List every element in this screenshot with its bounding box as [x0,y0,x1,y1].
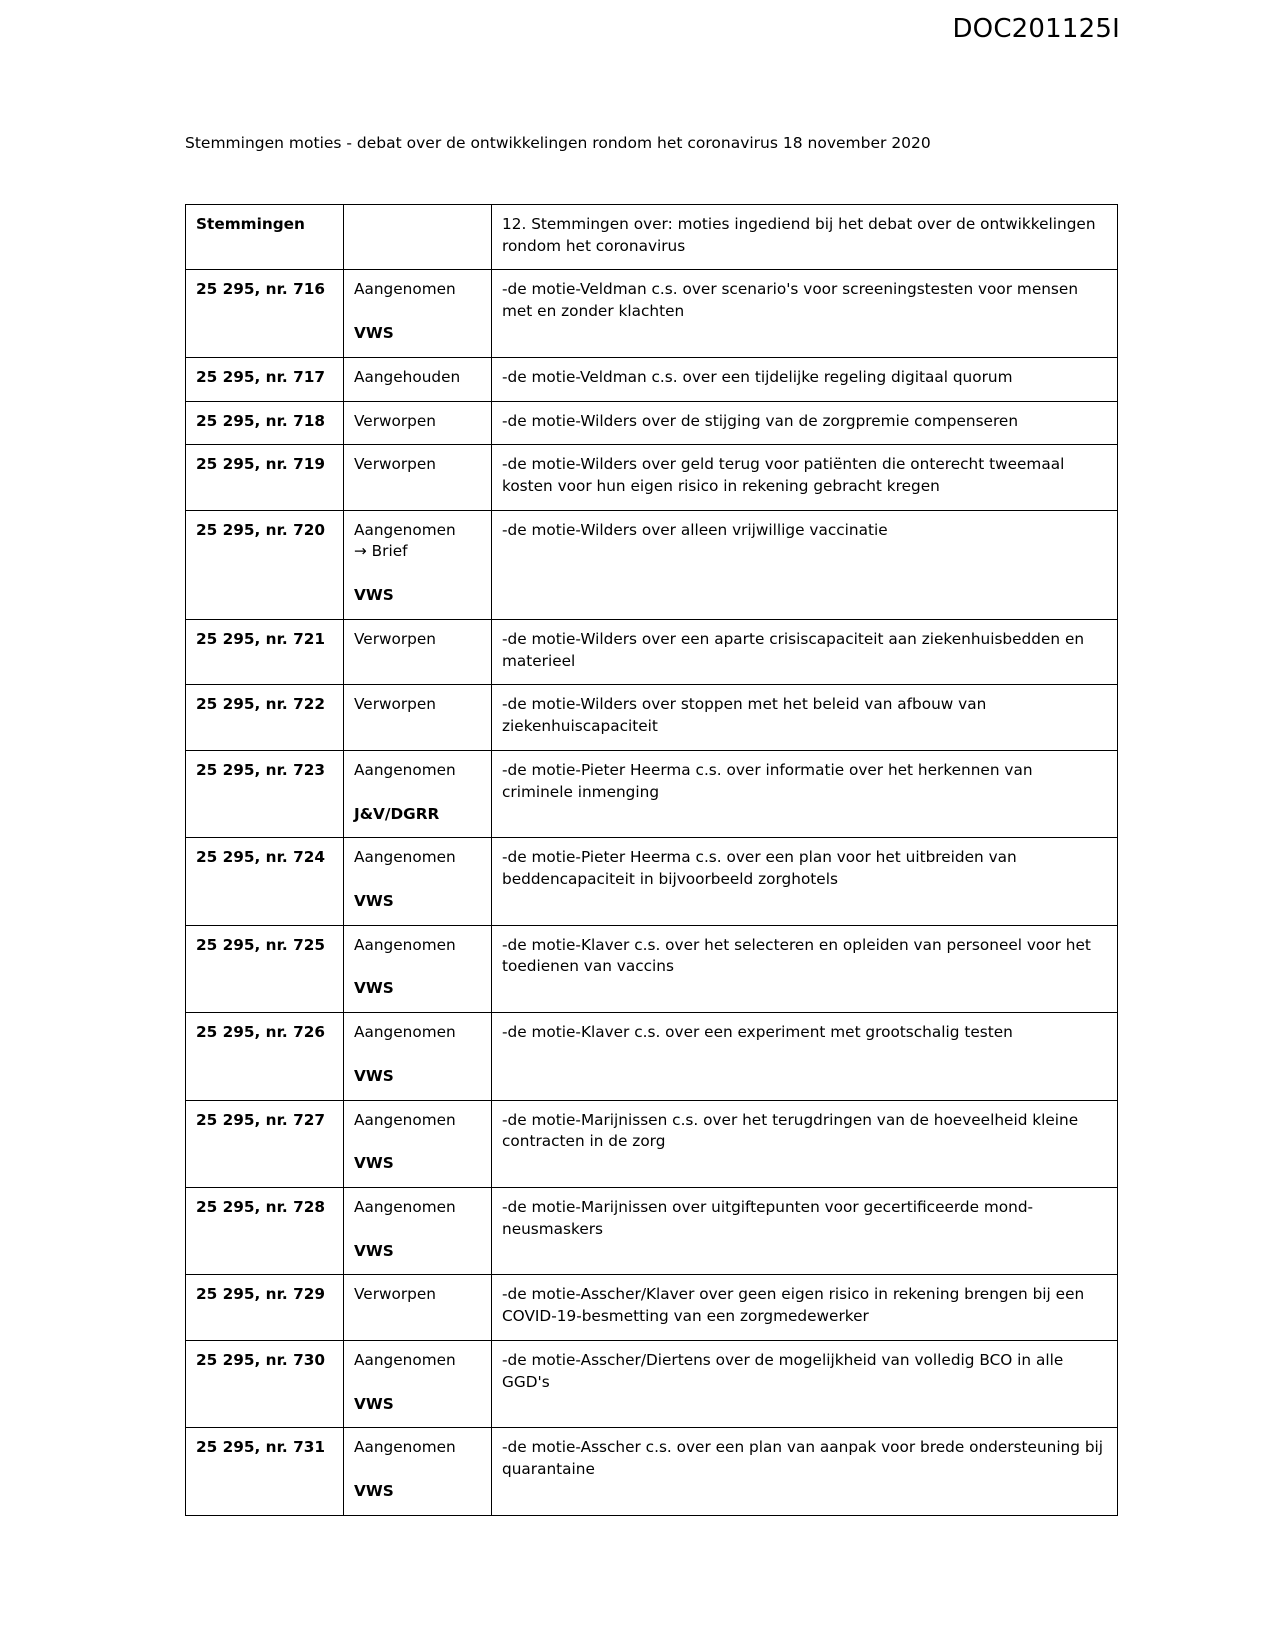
row-id: 25 295, nr. 716 [186,270,344,357]
row-status-label: Aangenomen [354,760,456,779]
row-id: 25 295, nr. 718 [186,401,344,445]
row-description: -de motie-Marijnissen over uitgiftepunten voor gecertificeerde mond-neusmaskers [492,1187,1118,1274]
row-department: VWS [354,586,394,605]
table-row [186,1187,1118,1274]
row-status [344,1275,492,1340]
row-status [344,270,492,357]
row-status-extra: → Brief [354,542,408,561]
row-id: 25 295, nr. 726 [186,1013,344,1100]
row-department: VWS [354,1154,394,1173]
table-row [186,445,1118,510]
row-department: VWS [354,979,394,998]
row-status-label: Aangenomen [354,1350,456,1369]
row-description: -de motie-Klaver c.s. over het selecteren en opleiden van personeel voor het toedienen van vaccins [492,925,1118,1012]
row-department: J&V/DGRR [354,804,440,823]
row-description: -de motie-Asscher/Diertens over de mogelijkheid van volledig BCO in alle GGD's [492,1340,1118,1427]
row-id: 25 295, nr. 728 [186,1187,344,1274]
row-description: 12. Stemmingen over: moties ingediend bij het debat over de ontwikkelingen rondom het coronavirus [492,205,1118,270]
document-code: DOC201125I [952,14,1120,44]
row-status [344,357,492,401]
row-status-label: Verworpen [354,695,436,714]
row-status [344,838,492,925]
table-row [186,838,1118,925]
row-department: VWS [354,1394,394,1413]
row-status [344,205,492,270]
row-status [344,401,492,445]
row-id: 25 295, nr. 720 [186,510,344,619]
table-row [186,270,1118,357]
row-status [344,685,492,750]
row-status-label: Verworpen [354,455,436,474]
row-status-label: Aangenomen [354,1110,456,1129]
row-description: -de motie-Asscher c.s. over een plan van aanpak voor brede ondersteuning bij quarantaine [492,1428,1118,1515]
table-row [186,1340,1118,1427]
row-description: -de motie-Wilders over alleen vrijwillige vaccinatie [492,510,1118,619]
table-row [186,510,1118,619]
row-status [344,619,492,684]
row-department: VWS [354,1241,394,1260]
table-row [186,750,1118,837]
row-status [344,1013,492,1100]
row-description: -de motie-Wilders over stoppen met het beleid van afbouw van ziekenhuiscapaciteit [492,685,1118,750]
row-id: 25 295, nr. 724 [186,838,344,925]
row-department: VWS [354,324,394,343]
row-status [344,925,492,1012]
row-id: Stemmingen [186,205,344,270]
table-row [186,1275,1118,1340]
row-description: -de motie-Pieter Heerma c.s. over een plan voor het uitbreiden van beddencapaciteit in bijvoorbeeld zorghotels [492,838,1118,925]
row-id: 25 295, nr. 730 [186,1340,344,1427]
row-status [344,510,492,619]
row-id: 25 295, nr. 727 [186,1100,344,1187]
table-row [186,685,1118,750]
votes-table [185,204,1118,1516]
row-id: 25 295, nr. 725 [186,925,344,1012]
row-id: 25 295, nr. 719 [186,445,344,510]
table-row [186,401,1118,445]
table-row [186,925,1118,1012]
row-department: VWS [354,1482,394,1500]
votes-table-container [185,204,1117,1516]
row-description: -de motie-Wilders over geld terug voor patiënten die onterecht tweemaal kosten voor hun eigen risico in rekening gebracht kregen [492,445,1118,510]
row-status-label: Verworpen [354,411,436,430]
row-status [344,1428,492,1515]
row-id: 25 295, nr. 731 [186,1428,344,1515]
document-subtitle: Stemmingen moties - debat over de ontwikkelingen rondom het coronavirus 18 november 2020 [185,134,931,152]
row-description: -de motie-Klaver c.s. over een experiment met grootschalig testen [492,1013,1118,1100]
table-row [186,619,1118,684]
row-description: -de motie-Pieter Heerma c.s. over informatie over het herkennen van criminele inmenging [492,750,1118,837]
row-id: 25 295, nr. 717 [186,357,344,401]
row-status [344,1100,492,1187]
row-status-label: Aangenomen [354,280,456,299]
row-status [344,445,492,510]
row-status-label: Aangenomen [354,520,456,539]
row-status-label: Aangenomen [354,1197,456,1216]
row-department: VWS [354,1066,394,1085]
row-department: VWS [354,891,394,910]
row-status-label: Verworpen [354,629,436,648]
row-id: 25 295, nr. 722 [186,685,344,750]
row-id: 25 295, nr. 721 [186,619,344,684]
row-status [344,1340,492,1427]
votes-table-body [186,205,1118,1516]
row-status-label: Aangenomen [354,848,456,867]
row-status-label: Aangenomen [354,935,456,954]
table-row [186,205,1118,270]
row-description: -de motie-Veldman c.s. over een tijdelijke regeling digitaal quorum [492,357,1118,401]
row-description: -de motie-Wilders over een aparte crisiscapaciteit aan ziekenhuisbedden en materieel [492,619,1118,684]
row-description: -de motie-Asscher/Klaver over geen eigen risico in rekening brengen bij een COVID-19-besmetting van een zorgmedewerker [492,1275,1118,1340]
table-row [186,1013,1118,1100]
row-status-label: Aangenomen [354,1438,456,1457]
row-status [344,750,492,837]
table-row [186,1100,1118,1187]
row-id: 25 295, nr. 729 [186,1275,344,1340]
table-row [186,1428,1118,1515]
row-description: -de motie-Marijnissen c.s. over het terugdringen van de hoeveelheid kleine contracten in de zorg [492,1100,1118,1187]
row-id: 25 295, nr. 723 [186,750,344,837]
row-description: -de motie-Wilders over de stijging van de zorgpremie compenseren [492,401,1118,445]
table-row [186,357,1118,401]
row-status-label: Verworpen [354,1285,436,1304]
row-status [344,1187,492,1274]
row-status-label: Aangehouden [354,367,461,386]
row-status-label: Aangenomen [354,1023,456,1042]
row-description: -de motie-Veldman c.s. over scenario's voor screeningstesten voor mensen met en zonder klachten [492,270,1118,357]
